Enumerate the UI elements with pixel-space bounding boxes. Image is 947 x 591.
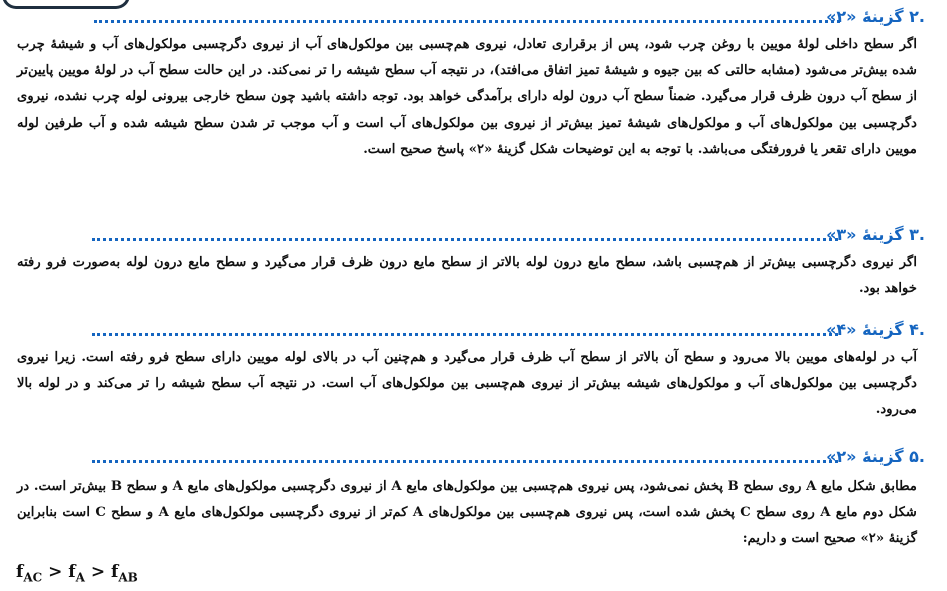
answer-paragraph: اگر نیروی دگرچسبی بیش‌تر از هم‌چسبی باشد، سطح مایع درون لوله بالاتر از سطح مایع درون ظرف قرار می‌گیرد و سطح مایع درون لوله به‌صورت فرو رفته خواهد بود. (17, 255, 917, 297)
dotted-leader (92, 333, 838, 336)
formula-subscript: AB (118, 570, 138, 585)
formula-subscript: A (75, 570, 85, 585)
answer-heading-row (0, 446, 947, 468)
answer-paragraph: آب در لوله‌های مویین بالا می‌رود و سطح آن بالاتر از سطح آب ظرف قرار می‌گیرد و هم‌چنین آب در بالای لوله مویین دارای سطح فرو رفته است. زیرا نیروی دگرچسبی بین مولکول‌های آب و مولکول‌های شیشه بیش‌تر از نیروی هم‌چسبی بین مولکول‌های آب است. در نتیجه آب سطح شیشه را تر می‌کند و در لوله بالا می‌رود. (17, 350, 917, 418)
answer-paragraph: مطابق شکل مایع A روی سطح B پخش نمی‌شود، پس نیروی هم‌چسبی بین مولکول‌های مایع A از نیروی دگرچسبی مولکول‌های مایع A و سطح B بیش‌تر است. در شکل دوم مایع A روی سطح C پخش شده است، پس نیروی هم‌چسبی بین مولکول‌های A کم‌تر از نیروی دگرچسبی مولکول‌های مایع A و سطح C است بنابراین گزینهٔ «۲» صحیح است و داریم: (17, 479, 917, 547)
answer-heading: .۴ گزینهٔ «۴» (826, 320, 925, 339)
formula-term: f (68, 562, 76, 582)
formula-term: f (111, 562, 119, 582)
force-inequality-formula (16, 562, 138, 584)
answer-heading-row (0, 319, 947, 341)
formula-operator: > (84, 562, 112, 582)
formula-subscript: AC (23, 570, 43, 585)
dotted-leader (92, 238, 838, 241)
answer-section-5 (0, 446, 947, 547)
answer-heading-row (0, 6, 947, 28)
answer-heading: .۲ گزینهٔ «۲» (826, 7, 925, 26)
answer-section-2 (0, 6, 947, 157)
answer-paragraph: اگر سطح داخلی لولهٔ مویین با روغن چرب شود، پس از برقراری تعادل، نیروی هم‌چسبی بین مولکول‌های آب از نیروی دگرچسبی مولکول‌های آب و شیشهٔ چرب شده بیش‌تر می‌شود (مشابه حالتی که بین جیوه و شیشهٔ تمیز اتفاق می‌افتد)، در نتیجه آب سطح شیشه را تر نمی‌کند. در این حالت سطح آب در لولهٔ مویین پایین‌تر از سطح آب درون ظرف قرار می‌گیرد. ضمناً سطح آب درون لوله دارای برآمدگی خواهد بود. توجه داشته باشید چون سطح خارجی بیرونی لوله چرب نشده، نیروی دگرچسبی بین مولکول‌های آب و مولکول‌های شیشهٔ تمیز بیش‌تر از نیروی بین مولکول‌های آب است و آب موجب تر شدن سطح شیشه شده و آب طرفین لوله مویین دارای تقعر یا فرورفتگی می‌باشد. با توجه به این توضیحات شکل گزینهٔ «۲» پاسخ صحیح است. (17, 37, 917, 157)
answer-section-4 (0, 319, 947, 418)
formula-operator: > (42, 562, 69, 582)
answer-section-3 (0, 224, 947, 297)
dotted-leader (92, 460, 838, 463)
answer-heading: .۳ گزینهٔ «۳» (826, 225, 925, 244)
answer-heading: .۵ گزینهٔ «۲» (826, 447, 925, 466)
formula-term: f (16, 562, 24, 582)
dotted-leader (94, 20, 840, 23)
answer-heading-row (0, 224, 947, 246)
